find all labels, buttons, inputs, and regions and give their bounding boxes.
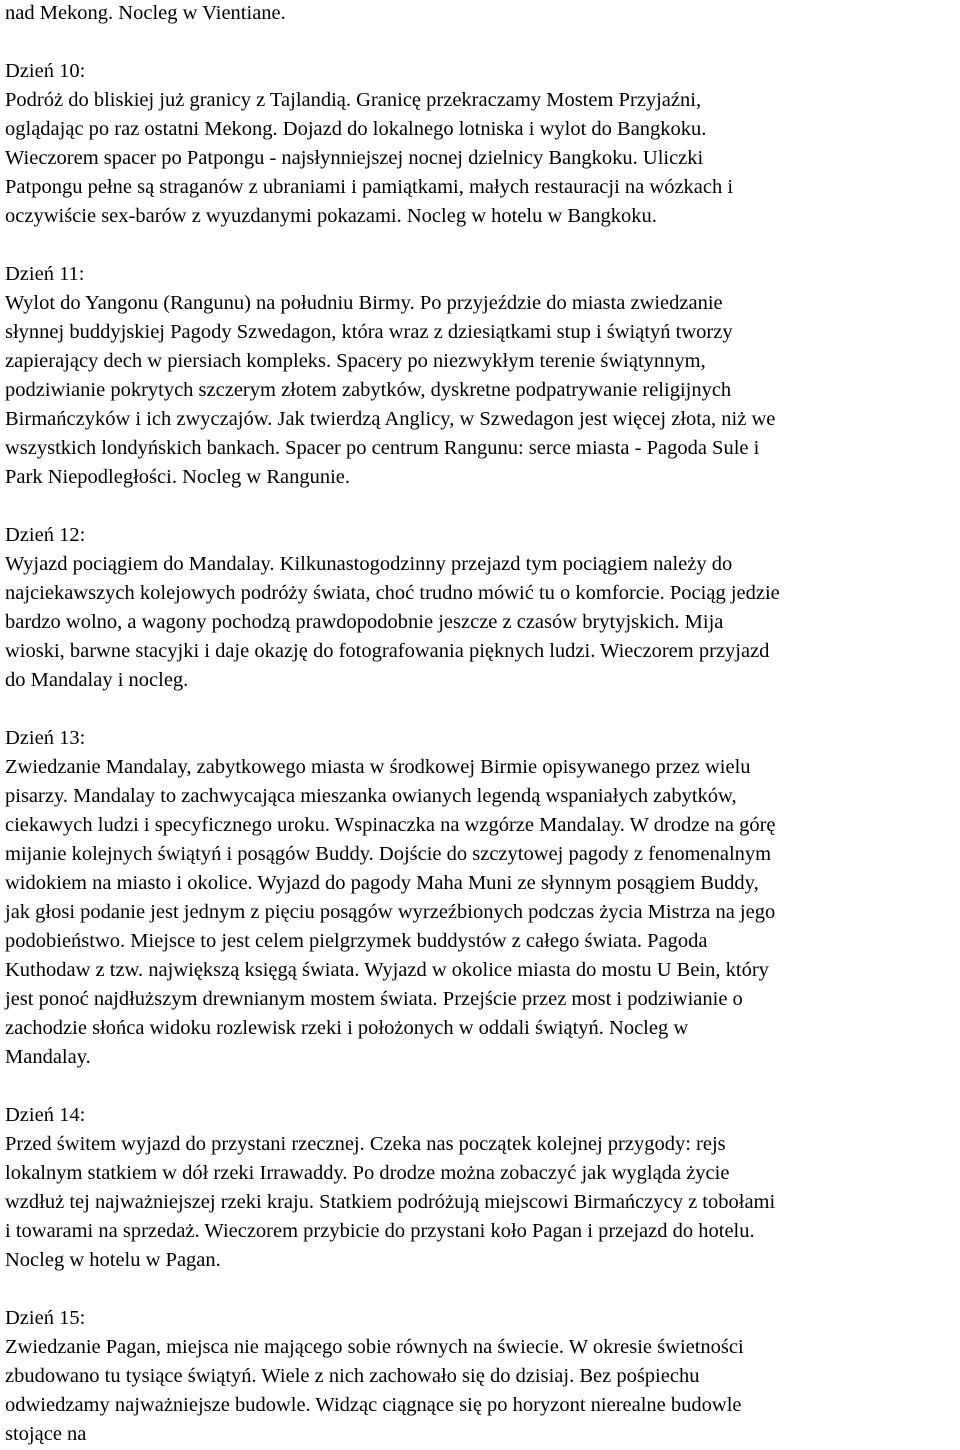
day-text-line: Zwiedzanie Pagan, miejsca nie mającego sobie równych na świecie. W okresie świetności bbox=[5, 1336, 744, 1358]
day-heading: Dzień 13: bbox=[5, 727, 86, 749]
day-text-line: Wylot do Yangonu (Rangunu) na południu Birmy. Po przyjeździe do miasta zwiedzanie bbox=[5, 292, 723, 314]
day-text-line: Przed świtem wyjazd do przystani rzecznej. Czeka nas początek kolejnej przygody: rejs bbox=[5, 1133, 726, 1155]
day-text-line: wszystkich londyńskich bankach. Spacer po centrum Rangunu: serce miasta - Pagoda Sule i bbox=[5, 437, 760, 459]
day-text-line: lokalnym statkiem w dół rzeki Irrawaddy. Po drodze można zobaczyć jak wygląda życie bbox=[5, 1162, 730, 1184]
day-text-line: stojące na bbox=[5, 1423, 87, 1445]
day-text-line: zachodzie słońca widoku rozlewisk rzeki i położonych w oddali świątyń. Nocleg w bbox=[5, 1017, 689, 1039]
day-text-line: Wieczorem spacer po Patpongu - najsłynniejszej nocnej dzielnicy Bangkoku. Uliczki bbox=[5, 147, 704, 169]
day-text-line: ciekawych ludzi i specyficznego uroku. Wspinaczka na wzgórze Mandalay. W drodze na górę bbox=[5, 814, 776, 836]
day-text-line: oglądając po raz ostatni Mekong. Dojazd do lokalnego lotniska i wylot do Bangkoku. bbox=[5, 118, 707, 140]
day-text-line: oczywiście sex-barów z wyuzdanymi pokazami. Nocleg w hotelu w Bangkoku. bbox=[5, 205, 657, 227]
day-section bbox=[5, 1101, 956, 1275]
day-text-line: Kuthodaw z tzw. największą księgą świata. Wyjazd w okolice miasta do mostu U Bein, który bbox=[5, 959, 769, 981]
day-text-line: bardzo wolno, a wagony pochodzą prawdopodobnie jeszcze z czasów brytyjskich. Mija bbox=[5, 611, 724, 633]
day-section bbox=[5, 57, 956, 231]
day-text-line: Park Niepodległości. Nocleg w Rangunie. bbox=[5, 466, 351, 488]
day-heading: Dzień 14: bbox=[5, 1104, 86, 1126]
day-text-line: mijanie kolejnych świątyń i posągów Buddy. Dojście do szczytowej pagody z fenomenalnym bbox=[5, 843, 772, 865]
itinerary bbox=[5, 28, 956, 1449]
day-text-line: słynnej buddyjskiej Pagody Szwedagon, która wraz z dziesiątkami stup i świątyń tworzy bbox=[5, 321, 733, 343]
day-text-line: Birmańczyków i ich zwyczajów. Jak twierdzą Anglicy, w Szwedagon jest więcej złota, niż we bbox=[5, 408, 776, 430]
day-heading: Dzień 11: bbox=[5, 263, 85, 285]
day-text-line: Mandalay. bbox=[5, 1046, 91, 1068]
paragraph-spacer bbox=[5, 695, 956, 724]
day-text-line: Zwiedzanie Mandalay, zabytkowego miasta w środkowej Birmie opisywanego przez wielu bbox=[5, 756, 751, 778]
day-text-line: wioski, barwne stacyjki i daje okazję do fotografowania pięknych ludzi. Wieczorem przyjazd bbox=[5, 640, 770, 662]
day-section bbox=[5, 521, 956, 695]
day-text-line: Nocleg w hotelu w Pagan. bbox=[5, 1249, 221, 1271]
day-text-line: podziwianie pokrytych szczerym złotem zabytków, dyskretne podpatrywanie religijnych bbox=[5, 379, 732, 401]
paragraph-spacer bbox=[5, 1072, 956, 1101]
day-section bbox=[5, 260, 956, 492]
day-text-line: pisarzy. Mandalay to zachwycająca mieszanka owianych legendą wspaniałych zabytków, bbox=[5, 785, 737, 807]
day-text-line: jak głosi podanie jest jednym z pięciu posągów wyrzeźbionych podczas życia Mistrza na jego bbox=[5, 901, 776, 923]
day-heading: Dzień 10: bbox=[5, 60, 86, 82]
day-text-line: odwiedzamy najważniejsze budowle. Widząc ciągnące się po horyzont nierealne budowle bbox=[5, 1394, 742, 1416]
day-text-line: zbudowano tu tysiące świątyń. Wiele z nich zachowało się do dzisiaj. Bez pośpiechu bbox=[5, 1365, 700, 1387]
day-section bbox=[5, 1304, 956, 1449]
day-text-line: podobieństwo. Miejsce to jest celem pielgrzymek buddystów z całego świata. Pagoda bbox=[5, 930, 708, 952]
day-heading: Dzień 15: bbox=[5, 1307, 86, 1329]
day-text-line: Patpongu pełne są straganów z ubraniami i pamiątkami, małych restauracji na wózkach i bbox=[5, 176, 734, 198]
day-text-line: widokiem na miasto i okolice. Wyjazd do pagody Maha Muni ze słynnym posągiem Buddy, bbox=[5, 872, 759, 894]
day-text-line: jest ponoć najdłuższym drewnianym mostem świata. Przejście przez most i podziwianie o bbox=[5, 988, 743, 1010]
paragraph-spacer bbox=[5, 28, 956, 57]
day-heading: Dzień 12: bbox=[5, 524, 86, 546]
day-text-line: do Mandalay i nocleg. bbox=[5, 669, 189, 691]
paragraph-spacer bbox=[5, 231, 956, 260]
paragraph-spacer bbox=[5, 492, 956, 521]
day-text-line: Podróż do bliskiej już granicy z Tajlandią. Granicę przekraczamy Mostem Przyjaźni, bbox=[5, 89, 702, 111]
day-text-line: zapierający dech w piersiach kompleks. Spacery po niezwykłym terenie świątynnym, bbox=[5, 350, 706, 372]
paragraph-spacer bbox=[5, 1275, 956, 1304]
day-text-line: i towarami na sprzedaż. Wieczorem przybicie do przystani koło Pagan i przejazd do hotelu. bbox=[5, 1220, 755, 1242]
day-text-line: Wyjazd pociągiem do Mandalay. Kilkunastogodzinny przejazd tym pociągiem należy do bbox=[5, 553, 733, 575]
day-text-line: najciekawszych kolejowych podróży świata, choć trudno mówić tu o komforcie. Pociąg jedzie bbox=[5, 582, 780, 604]
day-text-line: wzdłuż tej najważniejszej rzeki kraju. Statkiem podróżują miejscowi Birmańczycy z tobołami bbox=[5, 1191, 776, 1213]
intro-line: nad Mekong. Nocleg w Vientiane. bbox=[5, 2, 286, 24]
day-section bbox=[5, 724, 956, 1072]
